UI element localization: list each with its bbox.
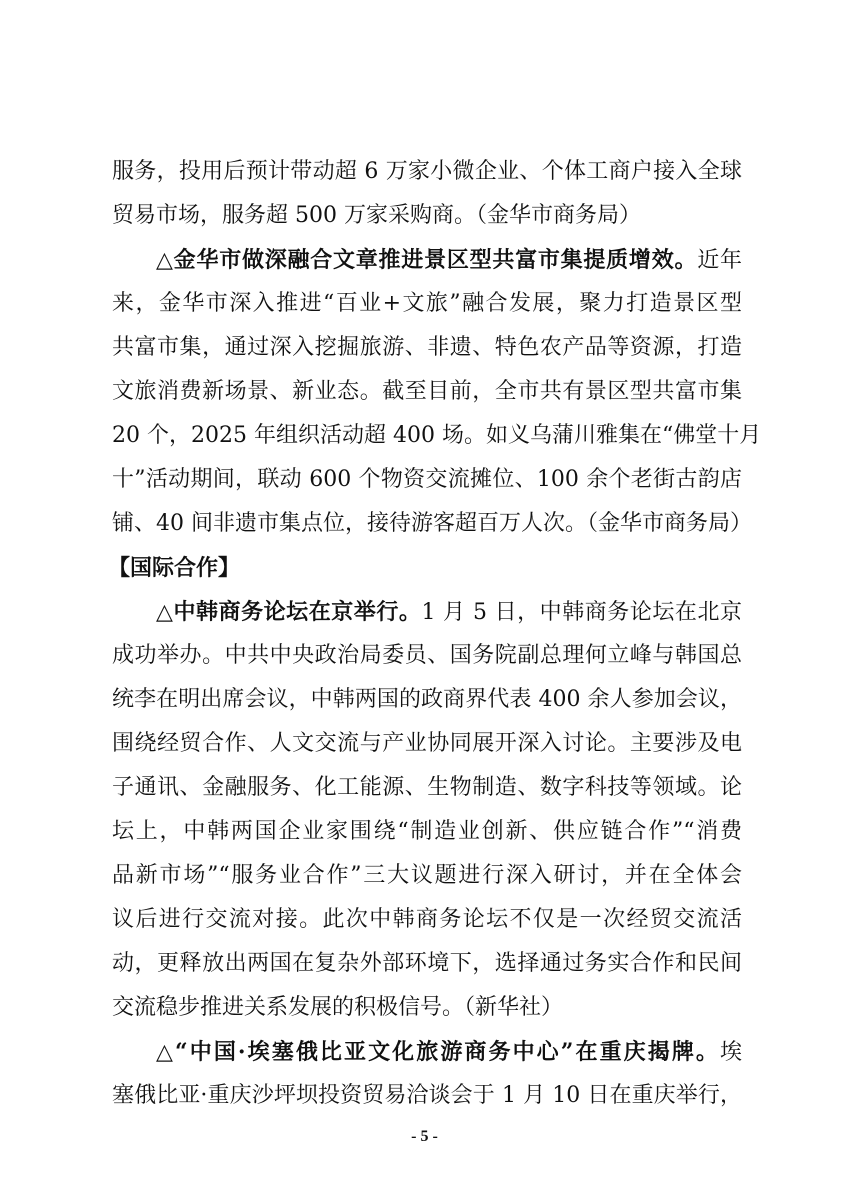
text-line: 动，更释放出两国在复杂外部环境下，选择通过务实合作和民间 <box>112 951 742 976</box>
text-line: 议后进行交流对接。此次中韩商务论坛不仅是一次经贸交流活 <box>112 907 742 932</box>
text-line <box>112 1030 742 1074</box>
text-line: 子通讯、金融服务、化工能源、生物制造、数字科技等领域。论 <box>112 775 742 800</box>
text-line: 坛上，中韩两国企业家围绕“制造业创新、供应链合作”“消费 <box>112 819 742 844</box>
text-line: 塞俄比亚·重庆沙坪坝投资贸易洽谈会于 1 月 10 日在重庆举行， <box>112 1083 742 1108</box>
text-line: 贸易市场，服务超 500 万家采购商。（金华市商务局） <box>112 203 641 228</box>
document-body <box>108 150 762 1118</box>
text-line <box>112 590 742 634</box>
text-line: 成功举办。中共中央政治局委员、国务院副总理何立峰与韩国总 <box>112 643 742 668</box>
paragraph-title: △“中国·埃塞俄比亚文化旅游商务中心”在重庆揭牌。 <box>156 1039 720 1065</box>
text-line: 统李在明出席会议，中韩两国的政商界代表 400 余人参加会议， <box>112 687 742 712</box>
text-line: 来，金华市深入推进“百业+文旅”融合发展，聚力打造景区型 <box>112 291 742 316</box>
text-line: 文旅消费新场景、新业态。截至目前，全市共有景区型共富市集 <box>112 379 742 404</box>
paragraph-ethiopia-center <box>112 1030 742 1118</box>
text-line: 围绕经贸合作、人文交流与产业协同展开深入讨论。主要涉及电 <box>112 731 742 756</box>
text-fragment: 1 月 5 日，中韩商务论坛在北京 <box>421 600 743 625</box>
text-line: 品新市场”“服务业合作”三大议题进行深入研讨，并在全体会 <box>112 863 742 888</box>
text-fragment: 埃 <box>719 1040 742 1065</box>
paragraph-title: △中韩商务论坛在京举行。 <box>156 599 422 625</box>
section-heading: 【国际合作】 <box>108 555 241 581</box>
text-line: 交流稳步推进关系发展的积极信号。（新华社） <box>112 995 564 1020</box>
text-line: 服务，投用后预计带动超 6 万家小微企业、个体工商户接入全球 <box>112 159 742 184</box>
text-fragment: 近年 <box>697 248 742 273</box>
text-line: 20 个，2025 年组织活动超 400 场。如义乌蒲川雅集在“佛堂十月 <box>112 423 762 448</box>
paragraph-jinhua-market <box>112 238 762 546</box>
text-line: 十”活动期间，联动 600 个物资交流摊位、100 余个老街古韵店 <box>112 467 742 492</box>
text-line <box>112 238 742 282</box>
paragraph-continuation <box>112 150 742 238</box>
paragraph-title: △金华市做深融合文章推进景区型共富市集提质增效。 <box>156 247 698 273</box>
text-line: 铺、40 间非遗市集点位，接待游客超百万人次。（金华市商务局） <box>112 511 752 536</box>
page-number: - 5 - <box>411 1128 438 1145</box>
paragraph-china-korea-forum <box>112 590 742 1030</box>
text-line: 共富市集，通过深入挖掘旅游、非遗、特色农产品等资源，打造 <box>112 335 742 360</box>
